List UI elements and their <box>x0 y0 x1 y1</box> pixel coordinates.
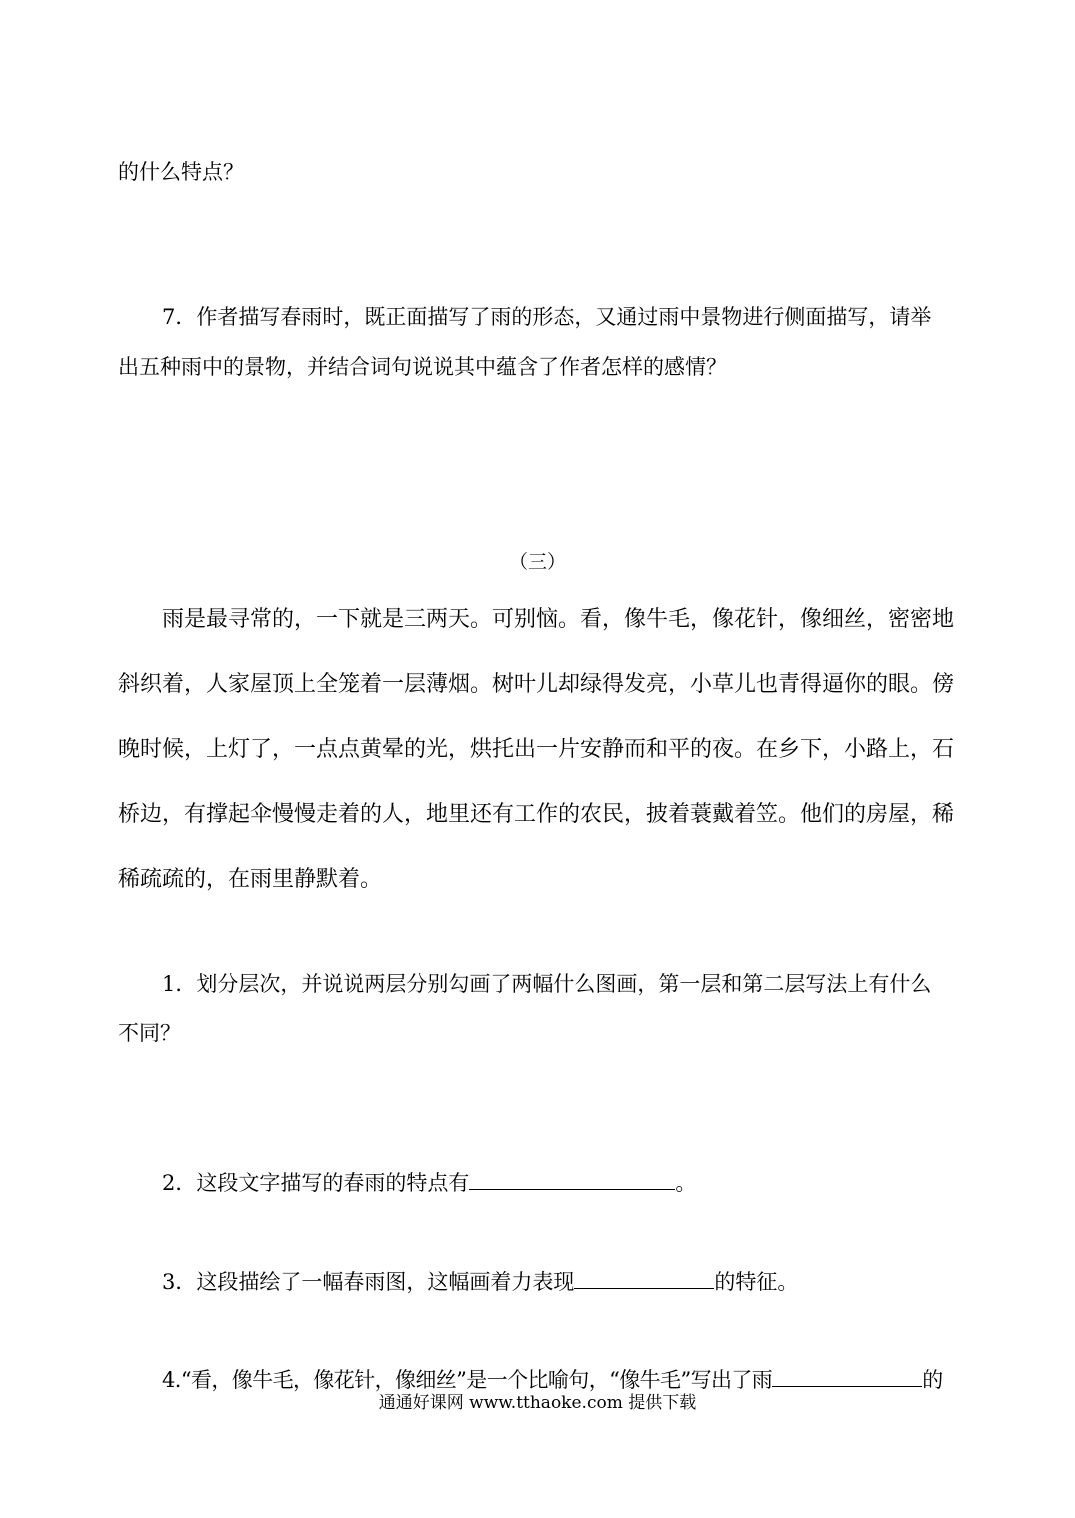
passage-line-5: 稀疏疏的，在雨里静默着。 <box>118 867 383 892</box>
answer-blank[interactable] <box>469 1167 675 1190</box>
question-4-text: 4.“看，像牛毛，像花针，像细丝”是一个比喻句，“像牛毛”写出了雨 <box>162 1368 773 1392</box>
passage-line-3: 晚时候，上灯了，一点点黄晕的光，烘托出一片安静而和平的夜。在乡下，小路上，石 <box>118 737 955 762</box>
question-2-text: 2．这段文字描写的春雨的特点有 <box>162 1171 470 1195</box>
question-7-line-2: 出五种雨中的景物，并结合词句说说其中蕴含了作者怎样的感情？ <box>118 355 727 379</box>
question-3-text: 3．这段描绘了一幅春雨图，这幅画着力表现 <box>162 1270 575 1294</box>
question-2-end: 。 <box>675 1171 697 1195</box>
question-4 <box>162 1364 943 1394</box>
passage-line-1: 雨是最寻常的，一下就是三两天。可别恼。看，像牛毛，像花针，像细丝，密密地 <box>162 607 955 632</box>
passage-line-2: 斜织着，人家屋顶上全笼着一层薄烟。树叶儿却绿得发亮，小草儿也青得逼你的眼。傍 <box>118 672 955 697</box>
question-3 <box>162 1266 798 1296</box>
question-4-end: 的 <box>922 1368 944 1392</box>
answer-blank[interactable] <box>574 1266 714 1289</box>
question-1-line-1: 1．划分层次，并说说两层分别勾画了两幅什么图画，第一层和第二层写法上有什么 <box>162 972 932 996</box>
page-footer: 通通好课网 www.tthaoke.com 提供下载 <box>378 1393 697 1413</box>
section-heading: （三） <box>508 551 566 573</box>
passage-line-4: 桥边，有撑起伞慢慢走着的人，地里还有工作的农民，披着蓑戴着笠。他们的房屋，稀 <box>118 802 955 827</box>
question-2 <box>162 1167 696 1197</box>
answer-blank[interactable] <box>772 1364 922 1387</box>
question-3-end: 的特征。 <box>714 1270 799 1294</box>
question-7-line-1: 7．作者描写春雨时，既正面描写了雨的形态，又通过雨中景物进行侧面描写，请举 <box>162 305 932 329</box>
question-1-line-2: 不同？ <box>118 1021 181 1045</box>
previous-question-tail: 的什么特点？ <box>118 160 244 184</box>
